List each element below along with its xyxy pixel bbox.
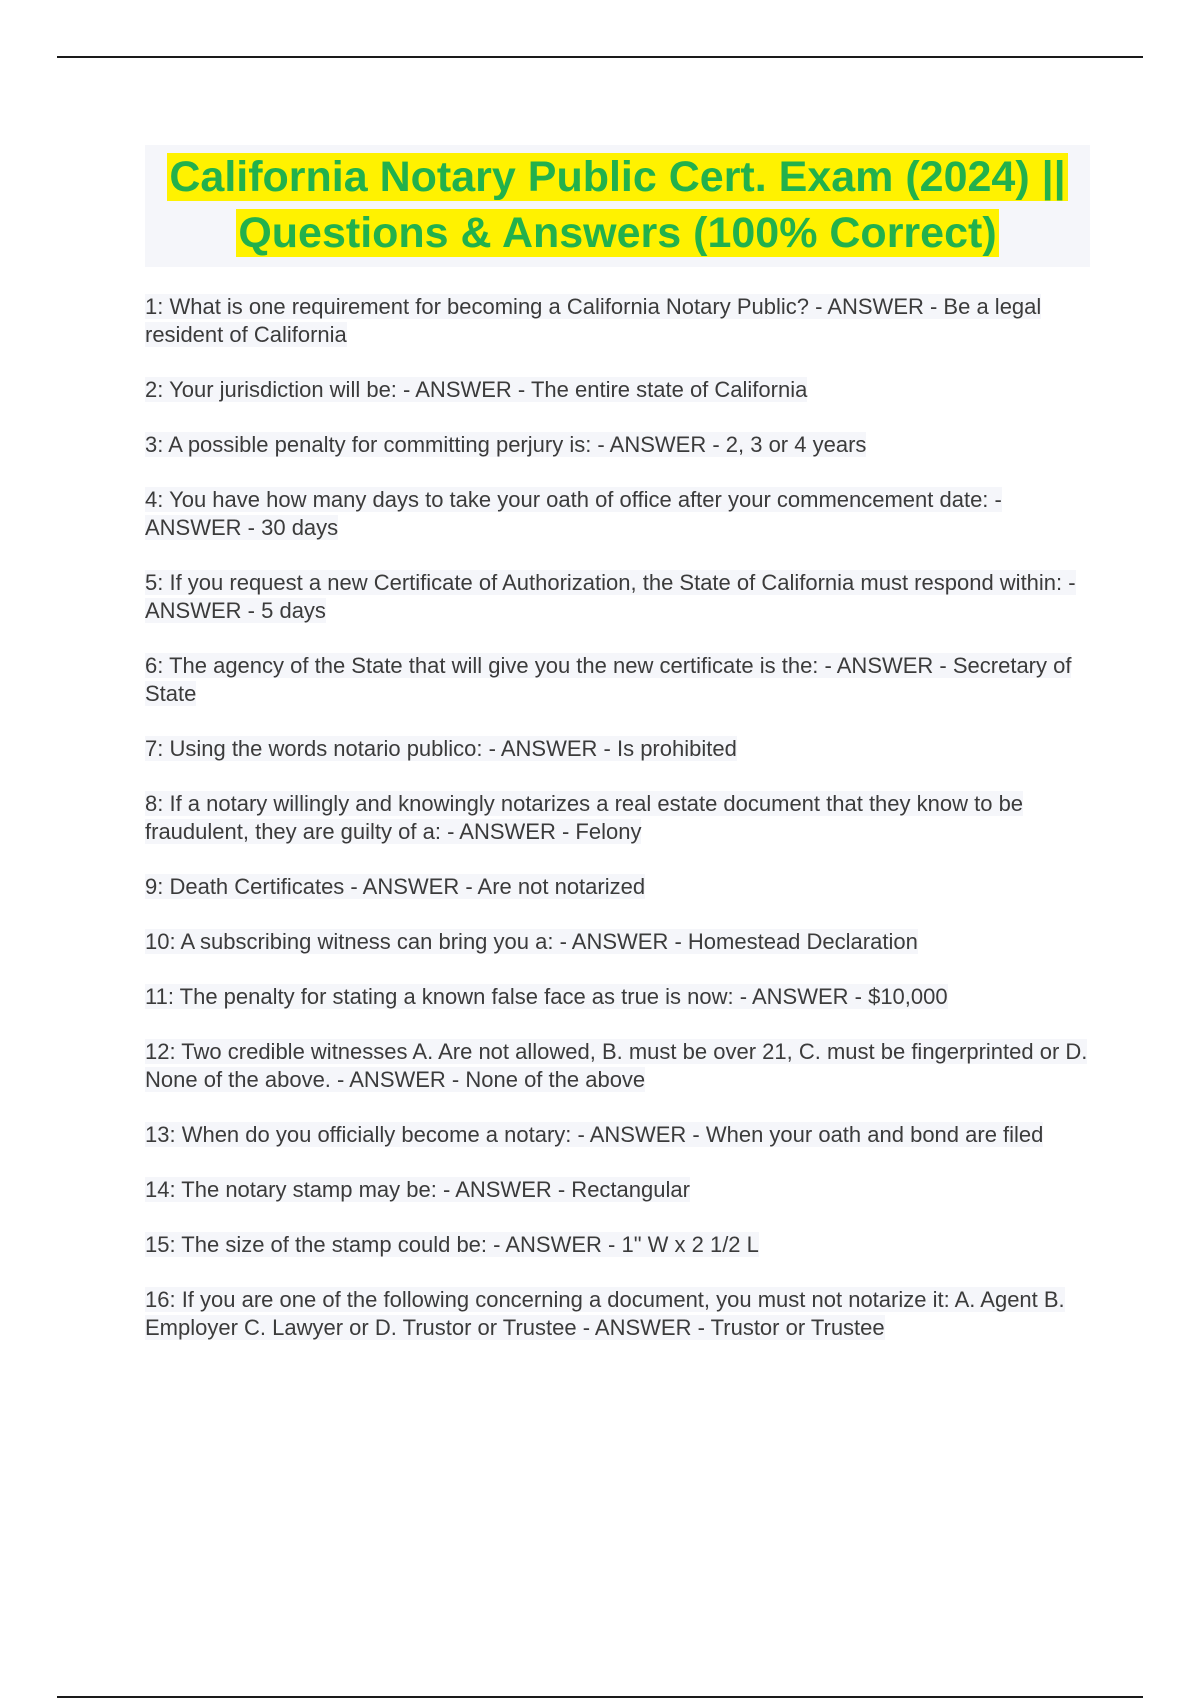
- title-box: [145, 145, 1090, 267]
- qa-item: [145, 735, 1090, 763]
- qa-item: [145, 873, 1090, 901]
- qa-item-text: 7: Using the words notario publico: - ANSWER - Is prohibited: [145, 736, 737, 761]
- qa-item-text: 2: Your jurisdiction will be: - ANSWER - The entire state of California: [145, 377, 808, 402]
- bottom-rule: [57, 1696, 1143, 1698]
- qa-item-text: 14: The notary stamp may be: - ANSWER - Rectangular: [145, 1177, 690, 1202]
- qa-item: [145, 1176, 1090, 1204]
- qa-item-text: 16: If you are one of the following concerning a document, you must not notarize it: A. Agent B. Employer C. Lawyer or D. Trustor or Trustee - ANSWER - Trustor or Trustee: [145, 1287, 1065, 1340]
- qa-item-text: 15: The size of the stamp could be: - ANSWER - 1" W x 2 1/2 L: [145, 1232, 759, 1257]
- qa-item: [145, 1286, 1090, 1342]
- qa-item: [145, 928, 1090, 956]
- document-title: [145, 149, 1090, 261]
- qa-item: [145, 376, 1090, 404]
- qa-item: [145, 983, 1090, 1011]
- qa-item: [145, 790, 1090, 846]
- qa-item-text: 13: When do you officially become a notary: - ANSWER - When your oath and bond are filed: [145, 1122, 1044, 1147]
- qa-item-text: 3: A possible penalty for committing perjury is: - ANSWER - 2, 3 or 4 years: [145, 432, 867, 457]
- qa-item: [145, 1121, 1090, 1149]
- qa-item: [145, 431, 1090, 459]
- qa-item: [145, 293, 1090, 349]
- qa-item: [145, 1231, 1090, 1259]
- qa-item: [145, 569, 1090, 625]
- qa-item: [145, 1038, 1090, 1094]
- qa-item-text: 10: A subscribing witness can bring you a: - ANSWER - Homestead Declaration: [145, 929, 918, 954]
- qa-item-text: 12: Two credible witnesses A. Are not allowed, B. must be over 21, C. must be fingerprinted or D. None of the above. - ANSWER - None of the above: [145, 1039, 1088, 1092]
- qa-item-text: 8: If a notary willingly and knowingly notarizes a real estate document that they know to be fraudulent, they are guilty of a: - ANSWER - Felony: [145, 791, 1024, 844]
- qa-item-text: 5: If you request a new Certificate of Authorization, the State of California must respond within: - ANSWER - 5 days: [145, 570, 1076, 623]
- qa-item-text: 9: Death Certificates - ANSWER - Are not notarized: [145, 874, 646, 899]
- qa-list: [145, 293, 1090, 1342]
- qa-item-text: 4: You have how many days to take your oath of office after your commencement date: - ANSWER - 30 days: [145, 487, 1002, 540]
- qa-item: [145, 652, 1090, 708]
- qa-item: [145, 486, 1090, 542]
- document-body: [145, 145, 1090, 1369]
- qa-item-text: 6: The agency of the State that will give you the new certificate is the: - ANSWER - Secretary of State: [145, 653, 1072, 706]
- top-rule: [57, 56, 1143, 58]
- document-title-text: California Notary Public Cert. Exam (2024) || Questions & Answers (100% Correct): [169, 153, 1066, 257]
- qa-item-text: 11: The penalty for stating a known false face as true is now: - ANSWER - $10,000: [145, 984, 948, 1009]
- qa-item-text: 1: What is one requirement for becoming a California Notary Public? - ANSWER - Be a legal resident of California: [145, 294, 1042, 347]
